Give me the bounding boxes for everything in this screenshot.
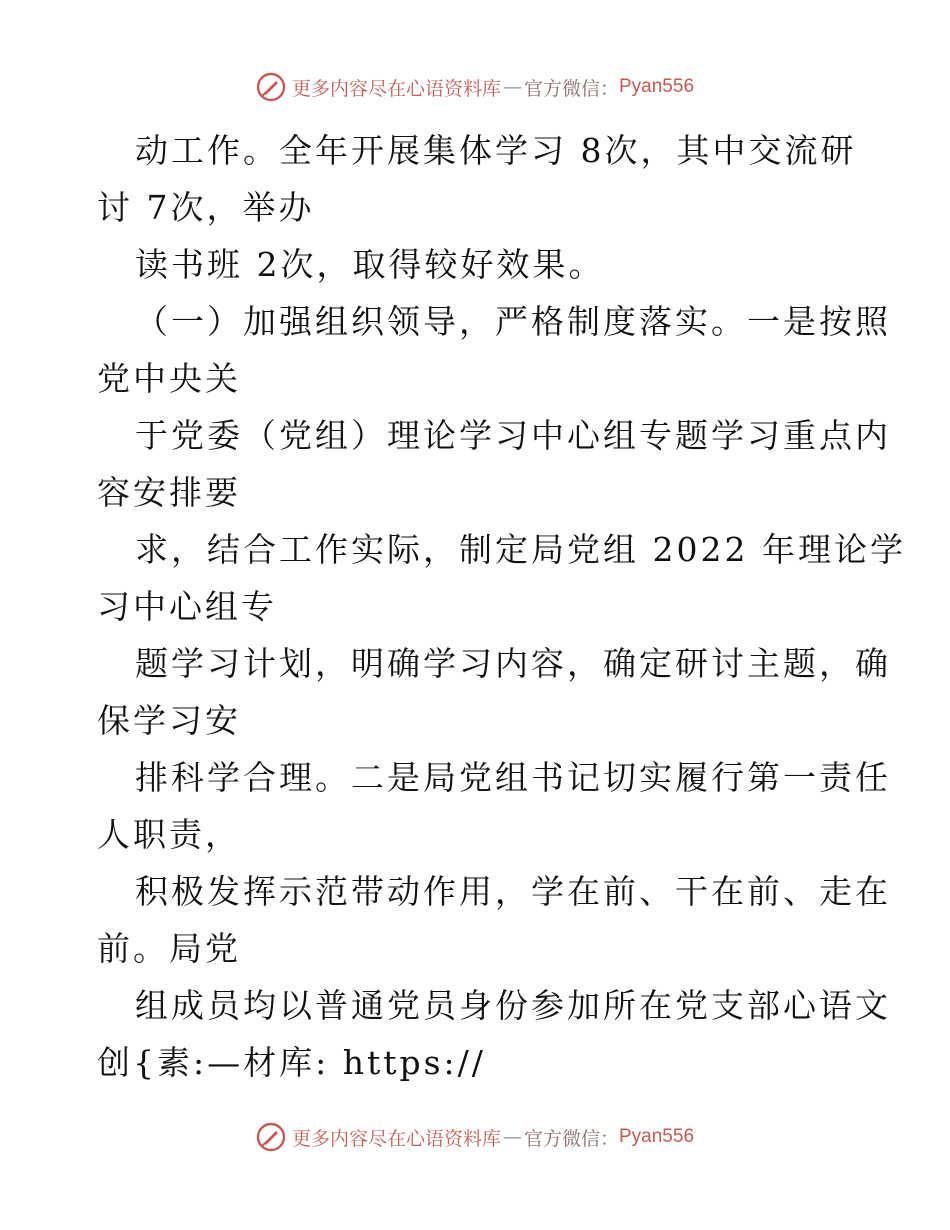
text-line: 动工作。全年开展集体学习 8次，其中交流研	[135, 131, 857, 170]
text-line: 党中央关	[97, 359, 241, 398]
header-brand-text: 更多内容尽在心语资料库	[291, 77, 501, 100]
header-separator: —	[502, 76, 522, 98]
text-line: 组成员均以普通党员身份参加所在党支部心语文	[135, 986, 891, 1025]
footer-wechat-handle: Pyan556	[619, 1126, 695, 1147]
text-line: 人职责，	[97, 815, 241, 854]
text-line: 题学习计划，明确学习内容，确定研讨主题，确	[135, 644, 891, 683]
text-line: 前。局党	[97, 929, 241, 968]
text-line: 容安排要	[97, 473, 241, 512]
header-watermark	[0, 72, 950, 102]
text-line: 讨 7次，举办	[97, 188, 315, 227]
text-line: 求，结合工作实际，制定局党组 2022 年理论学	[135, 530, 906, 569]
footer-separator: —	[502, 1126, 522, 1148]
footer-wechat-label: 官方微信：	[523, 1127, 619, 1150]
text-line: 创{素:—材库: https://	[97, 1043, 486, 1082]
quill-logo-icon	[256, 72, 286, 102]
text-line: 习中心组专	[97, 587, 277, 626]
quill-logo-icon	[256, 1122, 286, 1152]
text-line: 于党委（党组）理论学习中心组专题学习重点内	[135, 416, 891, 455]
text-line: 保学习安	[97, 701, 241, 740]
footer-watermark	[0, 1122, 950, 1152]
text-line: （一）加强组织领导，严格制度落实。一是按照	[135, 302, 891, 341]
text-line: 排科学合理。二是局党组书记切实履行第一责任	[135, 758, 891, 797]
text-line: 积极发挥示范带动作用，学在前、干在前、走在	[135, 872, 891, 911]
footer-brand-text: 更多内容尽在心语资料库	[291, 1127, 501, 1150]
document-body	[97, 122, 906, 1091]
header-wechat-label: 官方微信：	[523, 77, 619, 100]
header-wechat-handle: Pyan556	[619, 76, 695, 97]
text-line: 读书班 2次，取得较好效果。	[135, 245, 605, 284]
